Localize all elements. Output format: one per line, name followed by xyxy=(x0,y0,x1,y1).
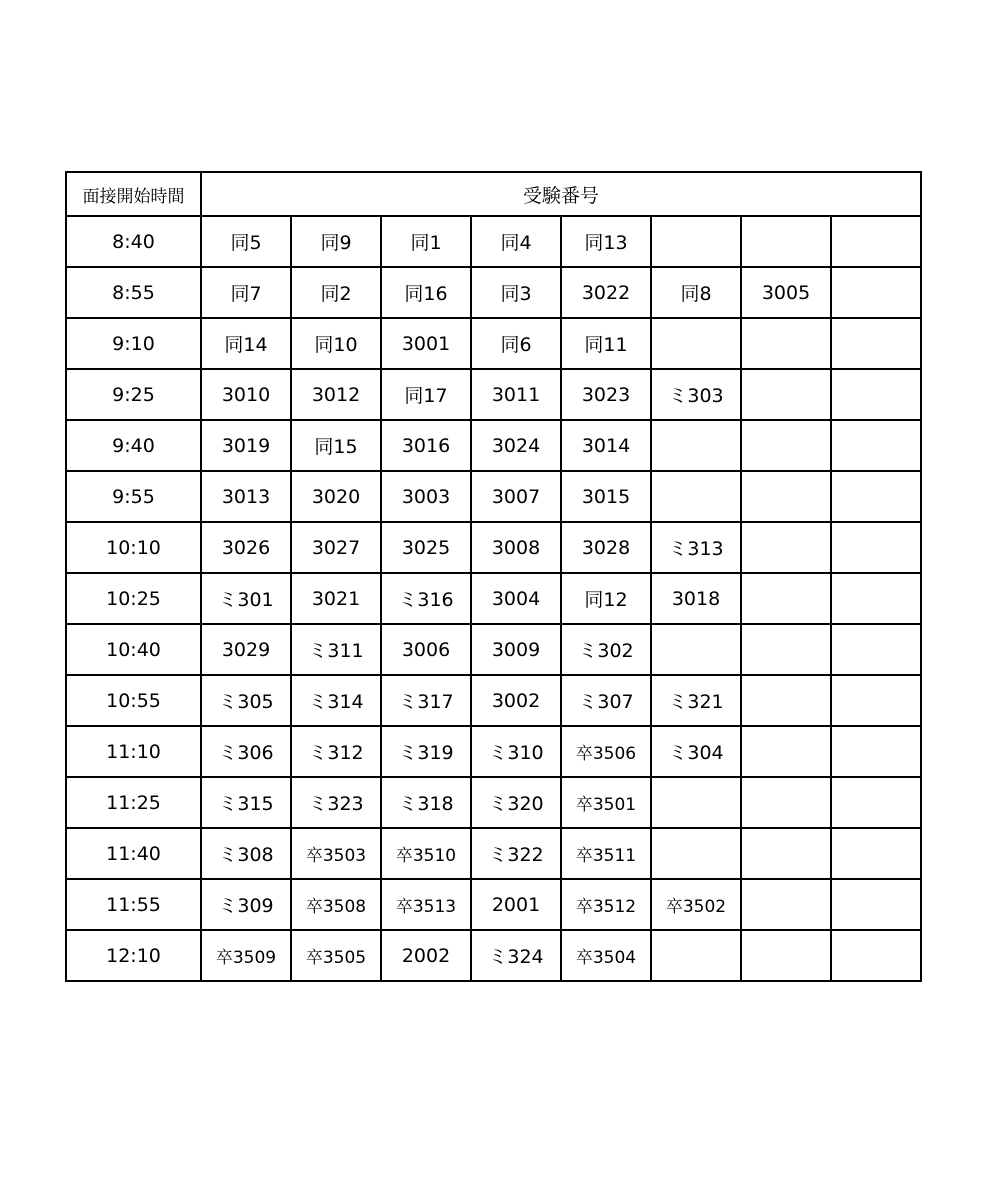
exam-number-cell xyxy=(831,726,921,777)
exam-number-cell: 2001 xyxy=(471,879,561,930)
table-row xyxy=(66,216,921,267)
table-row xyxy=(66,930,921,981)
start-time-cell: 9:25 xyxy=(66,369,201,420)
exam-number-cell xyxy=(651,624,741,675)
exam-number-cell: 同5 xyxy=(201,216,291,267)
exam-number-cell: ミ307 xyxy=(561,675,651,726)
exam-number-cell xyxy=(831,828,921,879)
table-row xyxy=(66,573,921,624)
exam-number-cell xyxy=(741,369,831,420)
exam-number-cell: 3024 xyxy=(471,420,561,471)
exam-number-cell: 3002 xyxy=(471,675,561,726)
exam-number-cell: ミ304 xyxy=(651,726,741,777)
exam-number-cell: 3027 xyxy=(291,522,381,573)
exam-number-cell: 3020 xyxy=(291,471,381,522)
exam-number-cell: ミ320 xyxy=(471,777,561,828)
exam-number-cell: 同14 xyxy=(201,318,291,369)
table-row xyxy=(66,675,921,726)
exam-number-cell: ミ318 xyxy=(381,777,471,828)
schedule-table xyxy=(65,171,922,982)
exam-number-cell: ミ323 xyxy=(291,777,381,828)
exam-number-cell: ミ306 xyxy=(201,726,291,777)
exam-number-cell xyxy=(741,624,831,675)
exam-number-cell: 3014 xyxy=(561,420,651,471)
start-time-cell: 10:10 xyxy=(66,522,201,573)
exam-number-cell xyxy=(831,471,921,522)
exam-number-cell: 同1 xyxy=(381,216,471,267)
exam-number-cell xyxy=(741,930,831,981)
exam-number-cell: 2002 xyxy=(381,930,471,981)
exam-number-cell: 同2 xyxy=(291,267,381,318)
exam-number-cell: 卒3505 xyxy=(291,930,381,981)
exam-number-cell: ミ314 xyxy=(291,675,381,726)
exam-number-cell: 3023 xyxy=(561,369,651,420)
exam-number-cell: 3009 xyxy=(471,624,561,675)
exam-number-cell xyxy=(651,318,741,369)
exam-number-cell: 3016 xyxy=(381,420,471,471)
exam-number-cell xyxy=(741,828,831,879)
table-row xyxy=(66,471,921,522)
exam-number-cell: 卒3509 xyxy=(201,930,291,981)
exam-number-cell xyxy=(741,216,831,267)
table-row xyxy=(66,420,921,471)
exam-number-cell xyxy=(831,318,921,369)
exam-number-cell xyxy=(831,675,921,726)
exam-number-cell xyxy=(741,573,831,624)
exam-number-cell: 卒3503 xyxy=(291,828,381,879)
table-row xyxy=(66,369,921,420)
exam-number-cell xyxy=(741,420,831,471)
start-time-cell: 11:40 xyxy=(66,828,201,879)
exam-number-cell: 卒3511 xyxy=(561,828,651,879)
start-time-cell: 9:55 xyxy=(66,471,201,522)
exam-number-cell: 同3 xyxy=(471,267,561,318)
exam-number-cell: 卒3504 xyxy=(561,930,651,981)
table-row xyxy=(66,879,921,930)
exam-number-cell: 同9 xyxy=(291,216,381,267)
exam-number-cell: 3021 xyxy=(291,573,381,624)
exam-number-cell xyxy=(831,216,921,267)
exam-number-cell: ミ315 xyxy=(201,777,291,828)
table-row xyxy=(66,828,921,879)
start-time-cell: 8:40 xyxy=(66,216,201,267)
exam-number-cell xyxy=(831,879,921,930)
exam-number-cell xyxy=(831,930,921,981)
exam-number-cell: 3011 xyxy=(471,369,561,420)
exam-number-cell: 3010 xyxy=(201,369,291,420)
exam-number-cell: 3005 xyxy=(741,267,831,318)
exam-number-cell: 3004 xyxy=(471,573,561,624)
exam-number-cell: ミ319 xyxy=(381,726,471,777)
exam-number-cell xyxy=(741,777,831,828)
start-time-cell: 11:55 xyxy=(66,879,201,930)
header-row xyxy=(66,172,921,216)
exam-number-cell xyxy=(831,573,921,624)
exam-number-cell xyxy=(741,318,831,369)
exam-number-cell: 3015 xyxy=(561,471,651,522)
interview-schedule xyxy=(65,171,922,982)
table-row xyxy=(66,318,921,369)
exam-number-cell xyxy=(651,930,741,981)
start-time-cell: 9:40 xyxy=(66,420,201,471)
start-time-cell: 9:10 xyxy=(66,318,201,369)
exam-number-cell: 卒3506 xyxy=(561,726,651,777)
exam-number-cell xyxy=(831,420,921,471)
exam-number-cell: 3025 xyxy=(381,522,471,573)
exam-number-cell: ミ317 xyxy=(381,675,471,726)
exam-number-cell: ミ321 xyxy=(651,675,741,726)
exam-number-cell xyxy=(741,879,831,930)
start-time-cell: 11:10 xyxy=(66,726,201,777)
exam-number-cell xyxy=(831,267,921,318)
exam-number-cell xyxy=(741,471,831,522)
exam-number-cell xyxy=(651,420,741,471)
exam-number-cell: ミ312 xyxy=(291,726,381,777)
exam-number-cell: ミ308 xyxy=(201,828,291,879)
exam-number-cell: ミ301 xyxy=(201,573,291,624)
exam-number-cell: 同13 xyxy=(561,216,651,267)
exam-number-cell: ミ303 xyxy=(651,369,741,420)
exam-number-cell: ミ316 xyxy=(381,573,471,624)
exam-number-cell: 同16 xyxy=(381,267,471,318)
exam-number-cell: ミ324 xyxy=(471,930,561,981)
exam-number-cell xyxy=(741,522,831,573)
exam-number-cell: 卒3513 xyxy=(381,879,471,930)
exam-number-cell: 卒3508 xyxy=(291,879,381,930)
exam-number-cell xyxy=(831,369,921,420)
exam-number-cell: 同12 xyxy=(561,573,651,624)
exam-number-cell: ミ302 xyxy=(561,624,651,675)
exam-number-cell: ミ313 xyxy=(651,522,741,573)
exam-number-cell: 3018 xyxy=(651,573,741,624)
exam-number-cell: 3029 xyxy=(201,624,291,675)
exam-number-cell xyxy=(741,675,831,726)
schedule-body xyxy=(66,216,921,981)
exam-number-cell: 3022 xyxy=(561,267,651,318)
exam-number-cell: 3012 xyxy=(291,369,381,420)
table-row xyxy=(66,777,921,828)
exam-number-cell: 3019 xyxy=(201,420,291,471)
table-row xyxy=(66,267,921,318)
exam-number-cell: 3003 xyxy=(381,471,471,522)
header-start-time: 面接開始時間 xyxy=(66,172,201,216)
exam-number-cell: 3001 xyxy=(381,318,471,369)
exam-number-cell: 同10 xyxy=(291,318,381,369)
exam-number-cell: 3007 xyxy=(471,471,561,522)
exam-number-cell: 卒3501 xyxy=(561,777,651,828)
table-row xyxy=(66,624,921,675)
exam-number-cell: 卒3512 xyxy=(561,879,651,930)
start-time-cell: 8:55 xyxy=(66,267,201,318)
table-row xyxy=(66,726,921,777)
start-time-cell: 10:25 xyxy=(66,573,201,624)
start-time-cell: 10:55 xyxy=(66,675,201,726)
table-row xyxy=(66,522,921,573)
start-time-cell: 10:40 xyxy=(66,624,201,675)
exam-number-cell xyxy=(651,828,741,879)
start-time-cell: 11:25 xyxy=(66,777,201,828)
exam-number-cell: 3006 xyxy=(381,624,471,675)
exam-number-cell: 同17 xyxy=(381,369,471,420)
exam-number-cell xyxy=(831,522,921,573)
exam-number-cell: 同7 xyxy=(201,267,291,318)
exam-number-cell: 3026 xyxy=(201,522,291,573)
exam-number-cell: 3008 xyxy=(471,522,561,573)
exam-number-cell: ミ305 xyxy=(201,675,291,726)
exam-number-cell xyxy=(651,777,741,828)
exam-number-cell: ミ310 xyxy=(471,726,561,777)
exam-number-cell: 3028 xyxy=(561,522,651,573)
exam-number-cell xyxy=(651,471,741,522)
exam-number-cell: 同15 xyxy=(291,420,381,471)
start-time-cell: 12:10 xyxy=(66,930,201,981)
exam-number-cell xyxy=(831,777,921,828)
exam-number-cell xyxy=(651,216,741,267)
exam-number-cell: ミ311 xyxy=(291,624,381,675)
exam-number-cell: 同6 xyxy=(471,318,561,369)
exam-number-cell: 3013 xyxy=(201,471,291,522)
exam-number-cell: 卒3502 xyxy=(651,879,741,930)
exam-number-cell: ミ322 xyxy=(471,828,561,879)
exam-number-cell: ミ309 xyxy=(201,879,291,930)
exam-number-cell xyxy=(831,624,921,675)
exam-number-cell xyxy=(741,726,831,777)
header-exam-number: 受験番号 xyxy=(201,172,921,216)
exam-number-cell: 同8 xyxy=(651,267,741,318)
exam-number-cell: 同4 xyxy=(471,216,561,267)
exam-number-cell: 同11 xyxy=(561,318,651,369)
exam-number-cell: 卒3510 xyxy=(381,828,471,879)
